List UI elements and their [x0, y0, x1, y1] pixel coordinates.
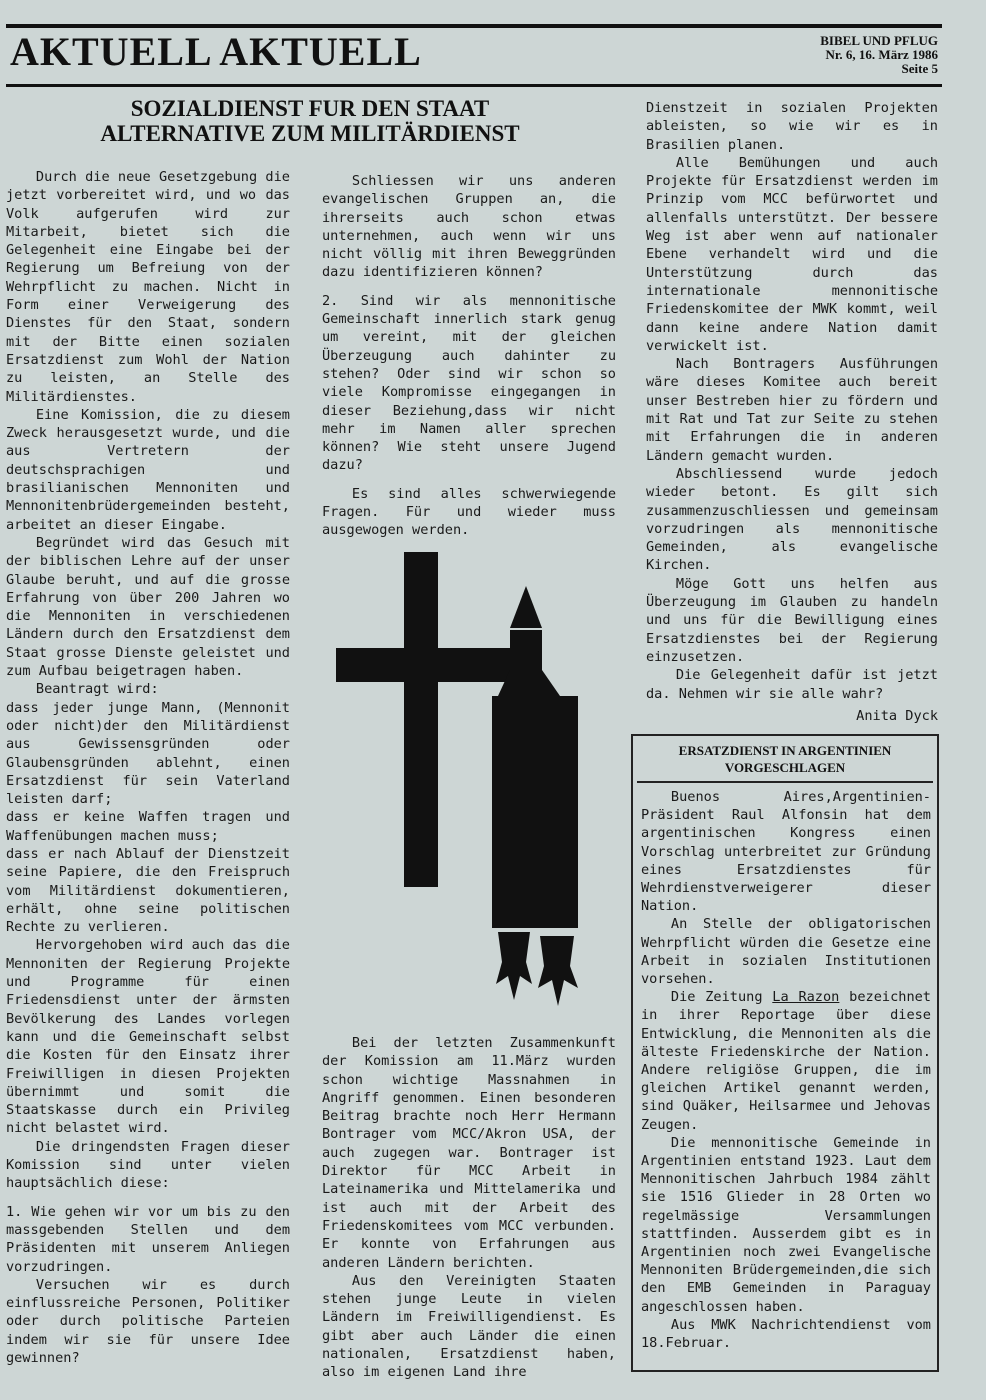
paragraph: Buenos Aires,Argentinien-Präsident Raul Alfonsin hat dem argentinischen Kongress einen Vorschlag unterbreitet zur Gründung eines Ersatzdienstes für Wehrdienstverweigerer dieser Nation. — [641, 789, 931, 915]
paragraph: An Stelle der obligatorischen Wehrpflicht würden die Gesetze eine Arbeit in sozialen Institutionen vorsehen. — [641, 916, 931, 988]
paragraph: Beantragt wird: — [35, 681, 159, 698]
paragraph: 2. Sind wir als mennonitische Gemeinschaft innerlich stark genug um vereint, mit der gleichen Überzeugung auch dahinter zu stehen? Oder sind wir schon so viele Kompromisse eingegangen in dieser Beziehung,dass wir nicht mehr im Namen aller sprechen können? Wie steht unsere Jugend dazu? — [322, 292, 616, 474]
paragraph: Durch die neue Gesetzgebung die jetzt vorbereitet wird, und wo das Volk aufgerufen wird zur Mitarbeit, bietet sich die Gelegenheit eine Eingabe bei der Regierung um Befreiung von der Wehrpflicht zu machen. Nicht in Form einer Verweigerung des Dienstes für den Staat, sondern mit der Bitte einen sozialen Ersatzdienst zum Wohl der Nation zu leisten, an Stelle des Militärdienstes. — [6, 169, 290, 405]
paragraph: dass er keine Waffen tragen und Waffenübungen machen muss; — [6, 809, 290, 844]
masthead-bottom-rule — [6, 84, 942, 87]
paragraph: Möge Gott uns helfen aus Überzeugung im Glauben zu handeln und uns für die Bewilligung eines Ersatzdienstes bei der Regierung einzusetzen. — [646, 575, 938, 665]
paragraph: Die dringendsten Fragen dieser Komission sind unter vielen hauptsächlich diese: — [6, 1138, 290, 1192]
article-column-2-bottom — [322, 1034, 616, 1382]
sidebar-title — [633, 742, 937, 776]
paragraph: Alle Bemühungen und auch Projekte für Ersatzdienst werden im Prinzip vom MCC befürwortet und allenfalls unterstützt. Der bessere Weg ist aber wenn auf nationaler Ebene verhandelt wird und die Unterstützung durch das internationale mennonitische Friedenskomitee der MWK kommt, weil dann keine andere Nation damit verwickelt ist. — [646, 154, 938, 354]
paragraph: Die Gelegenheit dafür ist jetzt da. Nehmen wir sie alle wahr? — [646, 667, 938, 702]
headline-line-1: SOZIALDIENST FUR DEN STAAT — [130, 96, 490, 121]
rocket-flame-left — [496, 932, 532, 1000]
rocket-upper-body — [510, 630, 542, 670]
paragraph: Es sind alles schwerwiegende Fragen. Für und wieder muss ausgewogen werden. — [322, 485, 616, 539]
sidebar-text — [641, 788, 931, 1352]
text-span: Die Zeitung — [670, 989, 773, 1006]
paragraph: 1. Wie gehen wir vor um bis zu den massgebenden Stellen und dem Präsidenten mit unserem Anliegen vorzudringen. — [6, 1203, 290, 1275]
article-column-2-top — [322, 172, 616, 540]
paragraph: Die mennonitische Gemeinde in Argentinien entstand 1923. Laut dem Mennonitischen Jahrbuch 1984 zählt sie 1516 Glieder in 28 Orten wo regelmässige Versammlungen stattfinden. Ausserdem gibt es in Argentinien noch zwei Evangelische Mennoniten Brüdergemeinden,die sich den EMB Gemeinden in Paraguay angeschlossen haben. — [641, 1134, 931, 1315]
masthead-title: AKTUELL AKTUELL — [10, 29, 422, 74]
paragraph: Dienstzeit in sozialen Projekten ableisten, so wie wir es in Brasilien planen. — [646, 100, 938, 153]
paragraph: dass er nach Ablauf der Dienstzeit seine Papiere, die den Freispruch vom Militärdienst dokumentieren, erhält, ohne seine politischen Rechte zu verlieren. — [6, 845, 290, 936]
issue-date: Nr. 6, 16. März 1986 — [825, 47, 938, 62]
article-column-1 — [6, 168, 290, 1367]
sidebar-box-argentina — [631, 734, 939, 1372]
paragraph — [641, 988, 931, 1134]
paragraph: Begründet wird das Gesuch mit der biblischen Lehre auf der unser Glaube beruht, und auf die grosse Erfahrung von über 200 Jahren wo die Mennoniten in verschiedenen Ländern durch den Ersatzdienst dem Staat grosse Dienste geleistet und zum Aufbau beigetragen haben. — [6, 534, 290, 680]
article-author: Anita Dyck — [856, 707, 938, 724]
paragraph: Aus den Vereinigten Staaten stehen junge Leute in vielen Ländern im Freiwilligendienst. Es gibt aber auch Länder die einen nationalen, Ersatzdienst haben, also im eigenen Land ihre — [322, 1272, 616, 1381]
cross-vertical-beam — [404, 552, 438, 887]
paragraph: Versuchen wir es durch einflussreiche Personen, Politiker oder durch politische Parteien indem wir sie für unsere Idee gewinnen? — [6, 1276, 290, 1366]
publication-name: BIBEL UND PFLUG — [820, 33, 938, 48]
paragraph: Aus MWK Nachrichtendienst vom 18.Februar. — [641, 1316, 931, 1352]
sidebar-title-line-1: ERSATZDIENST IN ARGENTINIEN — [678, 743, 892, 758]
paragraph: Nach Bontragers Ausführungen wäre dieses Komitee auch bereit unser Bestreben hier zu fördern und mit Rat und Tat zur Seite zu stehen mit Erfahrungen die in anderen Ländern gemacht wurden. — [646, 356, 938, 464]
paragraph: dass jeder junge Mann, (Mennonit oder nicht)der den Militärdienst aus Gewissensgründen oder Glaubensgründen ablehnt, einen Ersatzdienst für sein Vaterland leisten darf; — [6, 699, 290, 808]
paragraph: Eine Komission, die zu diesem Zweck herausgesetzt wurde, und die aus Vertretern der deutschsprachigen und brasilianischen Mennoniten und Mennonitenbrüdergemeinden besteht, arbeitet an dieser Eingabe. — [6, 406, 290, 533]
rocket-nose — [510, 586, 542, 628]
rocket-flame-right — [538, 936, 578, 1006]
rocket-main-body — [492, 696, 578, 928]
sidebar-title-rule — [637, 781, 933, 783]
paragraph: Abschliessend wurde jedoch wieder betont. Es gilt sich zusammenzuschliessen und gemeinsam vorzudringen als mennonitische Gemeinden, als evangelische Kirchen. — [646, 465, 938, 574]
paragraph: Bei der letzten Zusammenkunft der Komission am 11.März wurden schon wichtige Massnahmen in Angriff genommen. Einen besonderen Beitrag brachte noch Herr Hermann Bontrager vom MCC/Akron USA, der auch zugegen war. Bontrager ist Direktor für MCC Arbeit in Lateinamerika und Mittelamerika und ist auch mit der Arbeit des Friedenskomitees vom MCC verbunden. Er konnte von Erfahrungen aus anderen Ländern berichten. — [322, 1035, 616, 1271]
paragraph: Schliessen wir uns anderen evangelischen Gruppen an, die ihrerseits auch schon etwas unternehmen, auch wenn wir uns nicht völlig mit ihren Beweggründen dazu identifizieren können? — [322, 173, 616, 281]
page-number: Seite 5 — [901, 61, 938, 76]
masthead-info — [748, 34, 938, 76]
text-span: bezeichnet in ihrer Reportage über diese Entwicklung, die Mennoniten als die älteste Friedenskirche der Nation. Andere religiöse Gruppen, die im gleichen Artikel genannt werden, sind Quäker, Heilsarmee und Jehovas Zeugen. — [641, 989, 931, 1133]
article-headline — [40, 96, 580, 146]
headline-line-2: ALTERNATIVE ZUM MILITÄRDIENST — [100, 121, 520, 146]
cross-horizontal-beam — [336, 648, 524, 682]
article-column-3 — [646, 99, 938, 725]
cross-and-rocket-icon — [330, 552, 620, 1012]
newspaper-name: La Razon — [772, 989, 840, 1006]
sidebar-title-line-2: VORGESCHLAGEN — [724, 760, 846, 775]
paragraph: Hervorgehoben wird auch das die Mennoniten der Regierung Projekte und Programme für einen Friedensdienst unter der ärmsten Bevölkerung des Landes vorlegen kann und die Gemeinschaft selbst die Kosten für den Einsatz ihrer Freiwilligen in diesen Projekten übernimmt und somit die Staatskasse durch ein Privileg nicht belastet wird. — [6, 937, 290, 1137]
